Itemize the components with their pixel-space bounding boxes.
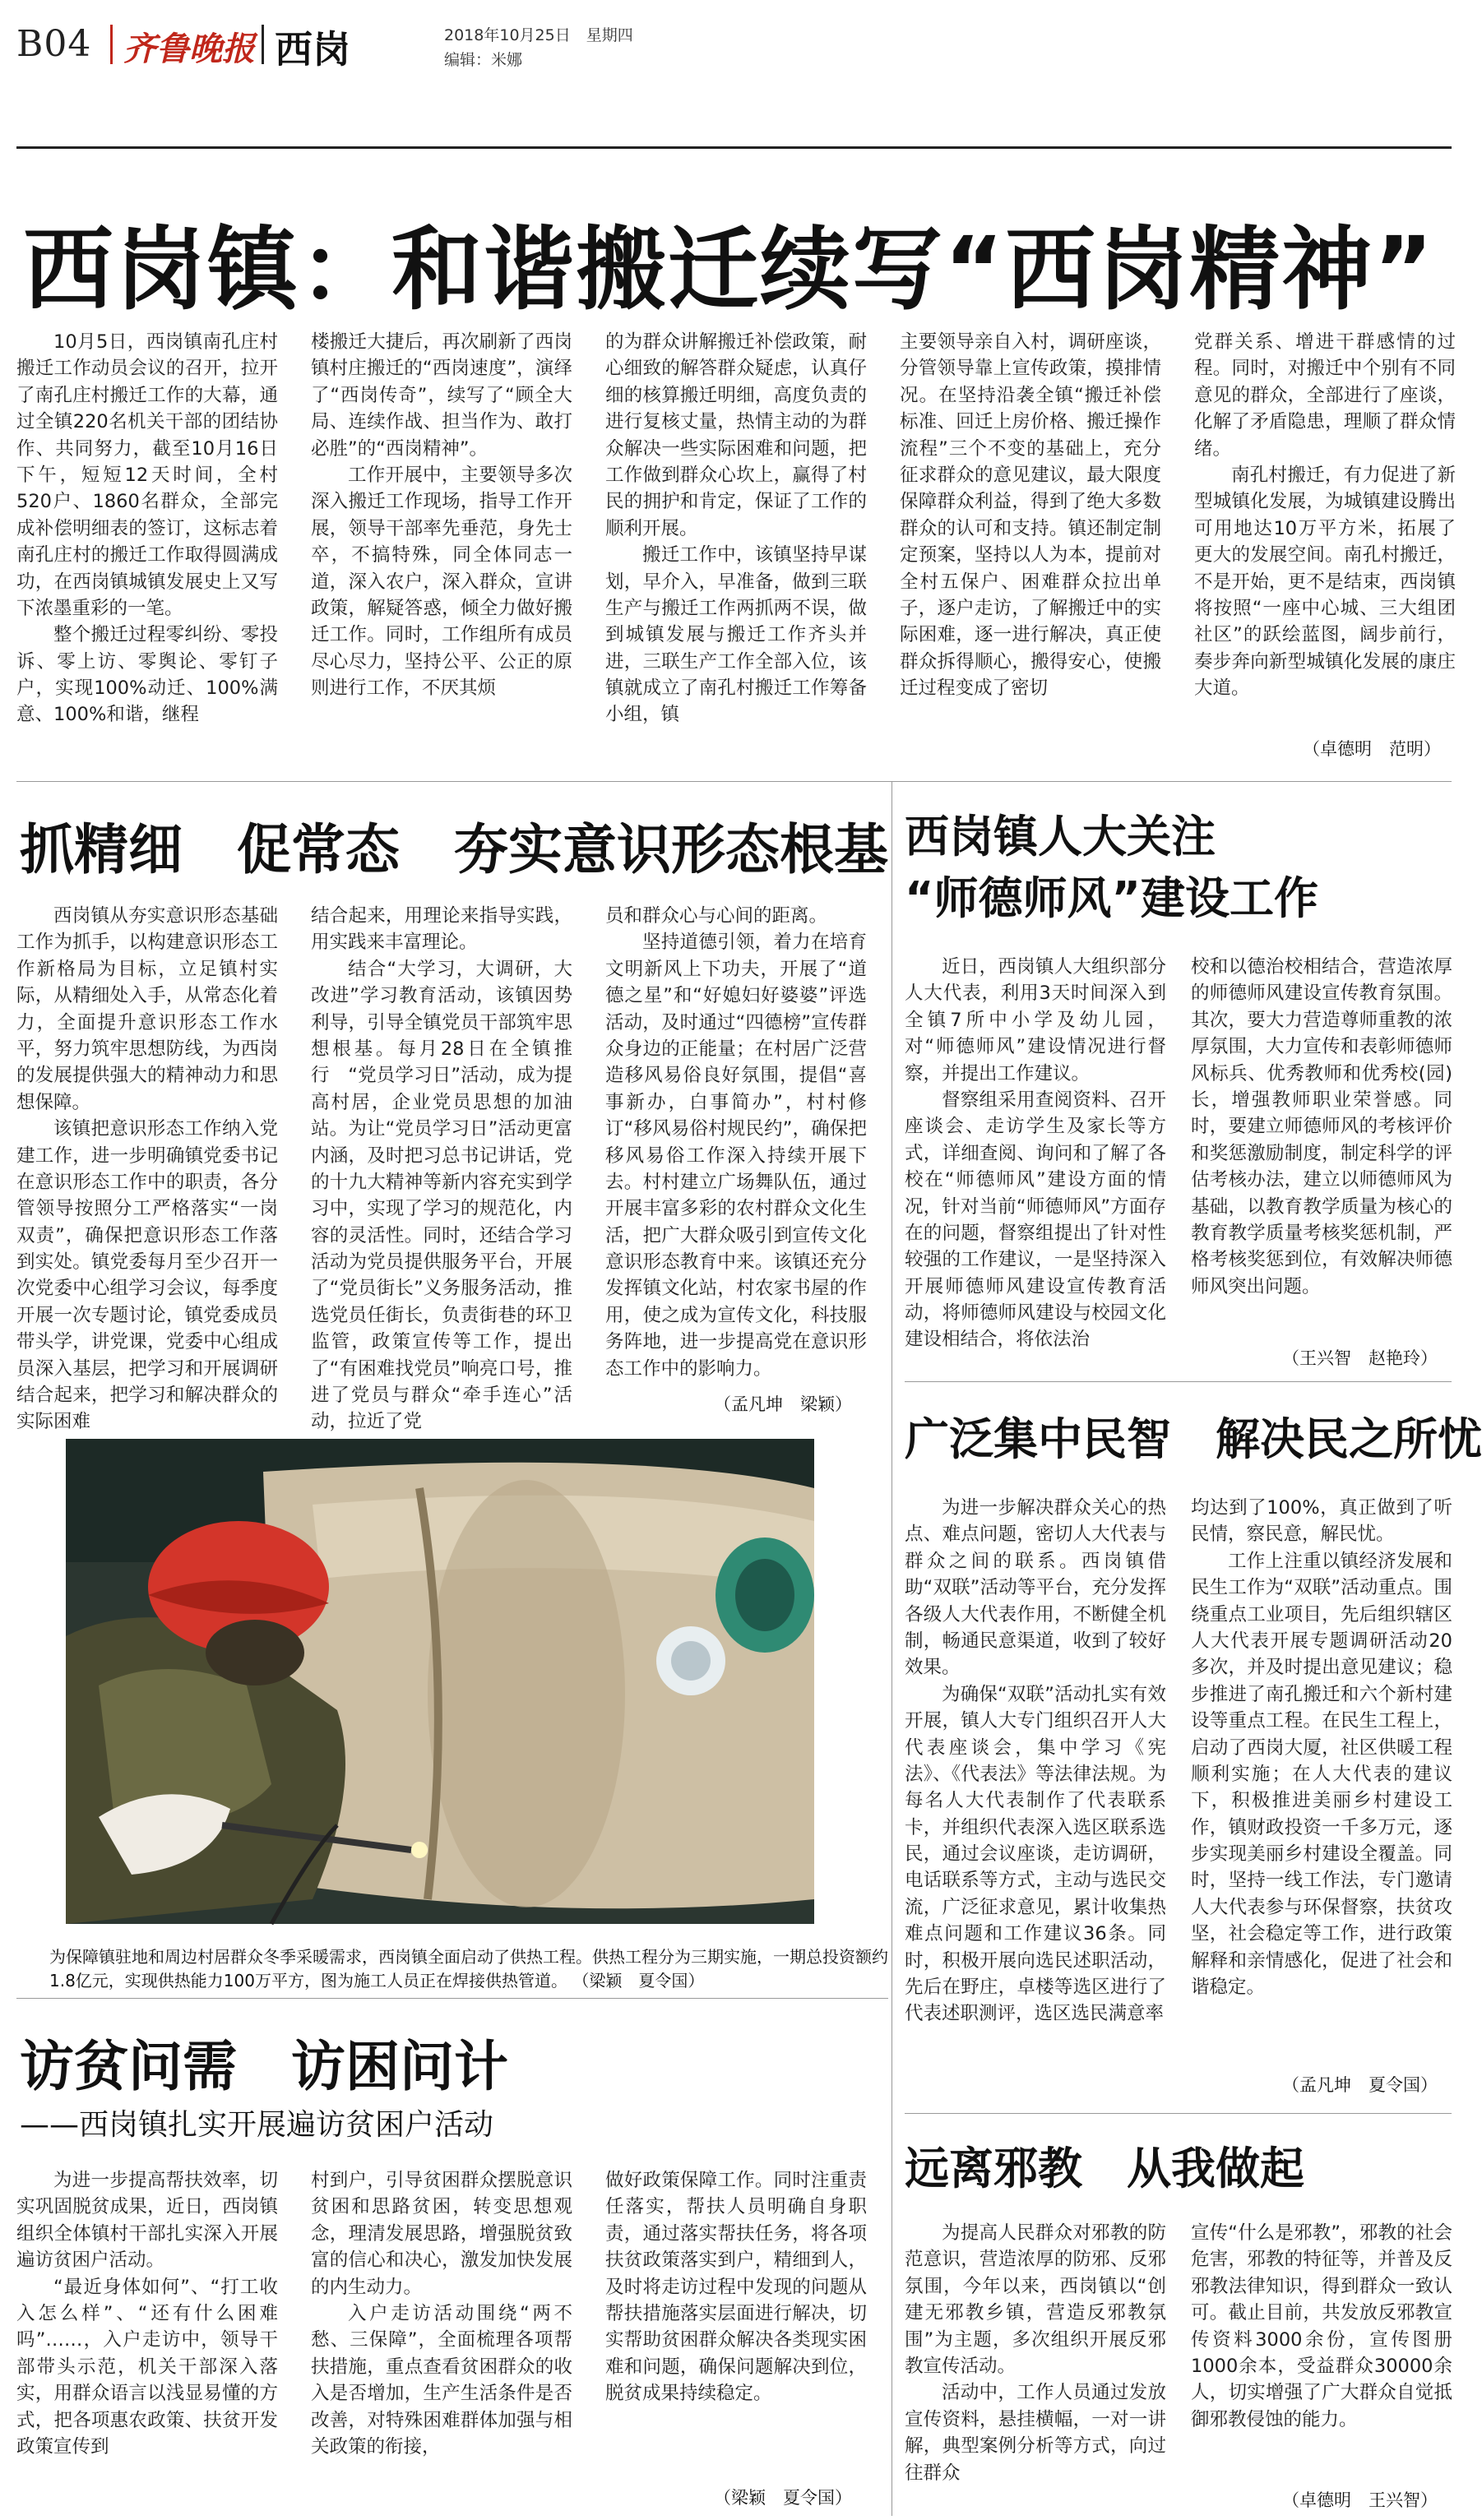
paragraph: 员和群众心与心间的距离。 [605,905,828,927]
lead-column-3 [605,329,867,756]
paragraph: 督察组采用查阅资料、召开座谈会、走访学生及家长等方式，详细查阅、询问和了解了各校在“师德师风”建设方面的情况，针对当前“师德师风”方面存在的问题，督察组提出了针对性较强的工作建议，一是坚持深入开展师德师风建设宣传教育活动，将师德师风建设与校园文化建设相结合，将依法治 [905,1089,1166,1351]
paragraph: 入户走访活动围绕“两不愁、三保障”，全面梳理各项帮扶措施，重点查看贫困群众的收入是否增加，生产生活条件是否改善，对特殊困难群体加强与相关政策的衔接， [311,2302,572,2458]
poverty-column-1 [16,2167,278,2513]
paragraph: 整个搬迁过程零纠纷、零投诉、零上访、零舆论、零钉子户，实现100%动迁、100%满意、100%和谐，继程 [16,624,278,726]
article-headline-poverty: 访贫问需 访困问计 [20,2035,508,2098]
teachers-column-1 [905,954,1166,1365]
editor-credit: 编辑：米娜 [444,51,523,69]
people-column-1 [905,1495,1166,2095]
paragraph: 为提高人民群众对邪教的防范意识，营造浓厚的防邪、反邪氛围，今年以来，西岗镇以“创建无邪教乡镇，营造反邪教氛围”为主题，多次组织开展反邪教宣传活动。 [905,2222,1166,2377]
photo-caption [49,1945,888,1993]
people-byline: （孟凡坤 夏令国） [1282,2075,1438,2095]
cult-column-2 [1191,2220,1452,2483]
section-rule [16,1998,888,1999]
header-divider [262,25,264,64]
paragraph: 结合起来，用理论来指导实践，用实践来丰富理论。 [311,905,572,954]
paragraph: 为进一步解决群众关心的热点、难点问题，密切人大代表与群众之间的联系。西岗镇借助“双联”活动等平台，充分发挥各级人大代表作用，不断健全机制，畅通民意渠道，收到了较好效果。 [905,1497,1166,1679]
paragraph: 主要领导亲自入村，调研座谈，分管领导靠上宣传政策，摸排情况。在坚持沿袭全镇“搬迁补偿标准、回迁上房价格、搬迁操作流程”三个不变的基础上，充分征求群众的意见建议，最大限度保障群众利益，得到了绝大多数群众的认可和支持。镇还制定制定预案，坚持以人为本，提前对全村五保户、困难群众拉出单子，逐户走访，了解搬迁中的实际困难，逐一进行解决，真正使群众拆得顺心，搬得安心，使搬迁过程变成了密切 [900,331,1161,700]
header-rule [16,146,1452,149]
poverty-column-3 [605,2167,867,2480]
paragraph: 均达到了100%，真正做到了听民情，察民意，解民忧。 [1191,1497,1452,1546]
article-headline-people: 广泛集中民智 解决民之所忧 [905,1413,1482,1465]
lead-column-4 [900,329,1161,756]
issue-date: 2018年10月25日 星期四 [444,26,633,44]
article-headline-cult: 远离邪教 从我做起 [905,2143,1304,2194]
paragraph: 活动中，工作人员通过发放宣传资料，悬挂横幅，一对一讲解，典型案例分析等方式，向过往群众 [905,2382,1166,2484]
lead-column-1 [16,329,278,756]
article-subhead-poverty: ——西岗镇扎实开展遍访贫困户活动 [20,2108,494,2142]
teachers-byline: （王兴智 赵艳玲） [1282,1348,1438,1368]
paragraph: 南孔村搬迁，有力促进了新型城镇化发展，为城镇建设腾出可用地达10万平方米，拓展了更大的发展空间。南孔村搬迁，不是开始，更不是结束，西岗镇将按照“一座中心城、三大组团社区”的跃绘蓝图，阔步前行，奏步奔向新型城镇化发展的康庄大道。 [1194,464,1456,700]
newspaper-logo: 齐鲁晚报 [123,30,255,68]
paragraph: 该镇把意识形态工作纳入党建工作，进一步明确镇党委书记在意识形态工作中的职责，各分管领导按照分工严格落实“一岗双责”，确保把意识形态工作落到实处。镇党委每月至少召开一次党委中心组学习会议，每季度开展一次专题讨论，镇党委成员带头学，讲党课，党委中心组成员深入基层，把学习和开展调研结合起来，把学习和解决群众的实际困难 [16,1118,278,1433]
ideology-byline: （孟凡坤 梁颖） [714,1394,852,1414]
ideology-column-1 [16,903,278,1433]
paragraph: 坚持道德引领，着力在培育文明新风上下功夫，开展了“道德之星”和“好媳妇好婆婆”评选活动，及时通过“四德榜”宣传群众身边的正能量；在村居广泛营造移风易俗良好氛围，提倡“喜事新办，白事简办”，村村修订“移风易俗村规民约”，确保把移风易俗工作深入持续开展下去。村村建立广场舞队伍，通过开展丰富多彩的农村群众文化生活，把广大群众吸引到宣传文化意识形态教育中来。该镇还充分发挥镇文化站，村农家书屋的作用，使之成为宣传文化，科技服务阵地，进一步提高党在意识形态工作中的影响力。 [605,932,867,1380]
paragraph: 近日，西岗镇人大组织部分人大代表，利用3天时间深入到全镇7所中小学及幼儿园，对“师德师风”建设情况进行督察，并提出工作建议。 [905,956,1166,1084]
article-headline-teachers-line2: “师德师风”建设工作 [905,872,1318,924]
teachers-column-2 [1191,954,1452,1340]
section-name: 西岗 [275,27,350,72]
paragraph: 为进一步提高帮扶效率，切实巩固脱贫成果，近日，西岗镇组织全体镇村干部扎实深入开展遍访贫困户活动。 [16,2170,278,2272]
paragraph: 为确保“双联”活动扎实有效开展，镇人大专门组织召开人大代表座谈会，集中学习《宪法》、《代表法》等法律法规。为每名人大代表制作了代表联系卡，并组织代表深入选区联系选民，通过会议座谈，走访调研，电话联系等方式，主动与选民交流，广泛征求意见，累计收集热难点问题和工作建议36条。同时，积极开展向选民述职活动，先后在野庄，卓楼等选区进行了代表述职测评，选区选民满意率 [905,1683,1166,2025]
paragraph: 搬迁工作中，该镇坚持早谋划，早介入，早准备，做到三联生产与搬迁工作两抓两不误，做到城镇发展与搬迁工作齐头并进，三联生产工作全部入位，该镇就成立了南孔村搬迁工作筹备小组，镇 [605,544,867,726]
paragraph: 工作开展中，主要领导多次深入搬迁工作现场，指导工作开展，领导干部率先垂范，身先士卒，不搞特殊，同全体同志一道，深入农户，深入群众，宣讲政策，解疑答惑，倾全力做好搬迁工作。同时，工作组所有成员尽心尽力，坚持公平、公正的原则进行工作，不厌其烦 [311,464,572,700]
section-rule [16,781,1452,782]
welding-illustration [66,1439,814,1924]
lead-headline: 西岗镇：和谐搬迁续写“西岗精神” [23,217,1435,322]
paragraph: 西岗镇从夯实意识形态基础工作为抓手，以构建意识形态工作新格局为目标，立足镇村实际，从精细处入手，从常态化着力，全面提升意识形态工作水平，努力筑牢思想防线，为西岗的发展提供强大的精神动力和思想保障。 [16,905,278,1113]
paragraph: 做好政策保障工作。同时注重责任落实，帮扶人员明确自身职责，通过落实帮扶任务，将各项扶贫政策落实到户，精细到人，及时将走访过程中发现的问题从帮扶措施落实层面进行解决，切实帮助贫困群众解决各类现实困难和问题，确保问题解决到位，脱贫成果持续稳定。 [605,2170,867,2405]
paragraph: 工作上注重以镇经济发展和民生工作为“双联”活动重点。围绕重点工业项目，先后组织辖区人大代表开展专题调研活动20多次，并及时提出意见建议；稳步推进了南孔搬迁和六个新村建设等重点工程。在民生工程上，启动了西岗大厦，社区供暖工程顺利实施；在人大代表的建议下，积极推进美丽乡村建设工作，镇财政投资一千多万元，逐步实现美丽乡村建设全覆盖。同时，坚持一线工作法，专门邀请人大代表参与环保督察，扶贫攻坚，社会稳定等工作，进行政策解释和亲情感化，促进了社会和谐稳定。 [1191,1550,1452,1999]
section-rule [905,2113,1452,2114]
page-number: B04 [16,23,92,65]
article-headline-ideology: 抓精细 促常态 夯实意识形态根基 [20,818,888,881]
photo-credit: （梁颖 夏令国） [572,1971,705,1991]
section-rule [905,1381,1452,1382]
paragraph: 的为群众讲解搬迁补偿政策，耐心细致的解答群众疑虑，认真仔细的核算搬迁明细，高度负责的进行复核丈量，热情主动的为群众解决一些实际困难和问题，把工作做到群众心坎上，赢得了村民的拥护和肯定，保证了工作的顺利开展。 [605,331,867,539]
lead-column-5 [1194,329,1456,732]
caption-text: 为保障镇驻地和周边村居群众冬季采暖需求，西岗镇全面启动了供热工程。供热工程分为三期实施，一期总投资额约1.8亿元，实现供热能力100万平方，图为施工人员正在焊接供热管道。 [49,1947,888,1991]
cult-column-1 [905,2220,1166,2516]
cult-byline: （卓德明 王兴智） [1282,2490,1438,2510]
paragraph: 10月5日，西岗镇南孔庄村搬迁工作动员会议的召开，拉开了南孔庄村搬迁工作的大幕，通过全镇220名机关干部的团结协作、共同努力，截至10月16日下午，短短12天时间，全村520户、1860名群众，全部完成补偿明细表的签订，这标志着南孔庄村的搬迁工作取得圆满成功，在西岗镇城镇发展史上又写下浓墨重彩的一笔。 [16,331,278,619]
ideology-column-2 [311,903,572,1433]
lead-byline: （卓德明 范明） [1303,739,1441,759]
poverty-column-2 [311,2167,572,2513]
paragraph: “最近身体如何”、“打工收入怎么样”、“还有什么困难吗”……，入户走访中，领导干部带头示范，机关干部深入落实，用群众语言以浅显易懂的方式，把各项惠农政策、扶贫开发政策宣传到 [16,2276,278,2458]
paragraph: 宣传“什么是邪教”，邪教的社会危害，邪教的特征等，并普及反邪教法律知识，得到群众一致认可。截止目前，共发放反邪教宣传资料3000余份，宣传图册1000余本，受益群众30000余人，切实增强了广大群众自觉抵御邪教侵蚀的能力。 [1191,2222,1452,2430]
poverty-byline: （梁颖 夏令国） [714,2488,852,2508]
ideology-column-3 [605,903,867,1380]
header-divider [110,25,113,64]
article-headline-teachers: 西岗镇人大关注 [905,811,1216,862]
welding-photo [66,1439,814,1924]
paragraph: 校和以德治校相结合，营造浓厚的师德师风建设宣传教育氛围。其次，要大力营造尊师重教的浓厚氛围，大力宣传和表彰师德师风标兵、优秀教师和优秀校(园)长，增强教师职业荣誉感。同时，要建立师德师风的考核评价和奖惩激励制度，制定科学的评估考核办法，建立以师德师风为基础，以教育教学质量为核心的教育教学质量考核奖惩机制，严格考核奖惩到位，有效解决师德师风突出问题。 [1191,956,1452,1297]
paragraph: 楼搬迁大捷后，再次刷新了西岗镇村庄搬迁的“西岗速度”，演绎了“西岗传奇”，续写了“顾全大局、连续作战、担当作为、敢打必胜”的“西岗精神”。 [311,331,572,460]
people-column-2 [1191,1495,1452,2070]
paragraph: 结合“大学习，大调研，大改进”学习教育活动，该镇因势利导，引导全镇党员干部筑牢思想根基。每月28日在全镇推行 “党员学习日”活动，成为提高村居，企业党员思想的加油站。为让“党员学习日”活动更富内涵，及时把习总书记讲话，党的十九大精神等新内容充实到学习中，实现了学习的规范化，内容的灵活性。同时，还结合学习活动为党员提供服务平台，开展了“党员街长”义务服务活动，推选党员任街长，负责街巷的环卫监管，政策宣传等工作，提出了“有困难找党员”响亮口号，推进了党员与群众“牵手连心”活动，拉近了党 [311,958,572,1433]
lead-column-2 [311,329,572,756]
paragraph: 党群关系、增进干群感情的过程。同时，对搬迁中个别有不同意见的群众，全部进行了座谈，化解了矛盾隐患，理顺了群众情绪。 [1194,331,1456,460]
paragraph: 村到户，引导贫困群众摆脱意识贫困和思路贫困，转变思想观念，理清发展思路，增强脱贫致富的信心和决心，激发加快发展的内生动力。 [311,2170,572,2298]
